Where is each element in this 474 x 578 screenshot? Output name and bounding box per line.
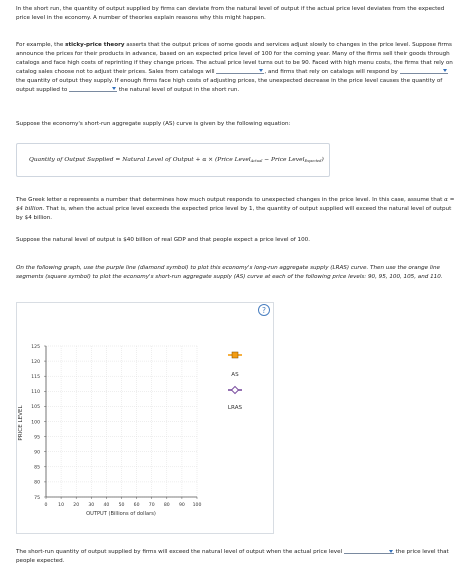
sticky-price-term: sticky-price theory <box>65 42 125 48</box>
x-tick-label: 20 <box>73 503 80 508</box>
natural-level-text: Suppose the natural level of output is $40 billion of real GDP and that people expect a price level of 100. <box>16 237 310 243</box>
x-tick-label: 60 <box>133 503 140 508</box>
alpha-symbol: α <box>63 197 68 203</box>
instructions-text: On the following graph, use the purple line (diamond symbol) to plot this economy's long-run aggregate supply (LRAS) curve. Then use the orange line segments (square symbol) to plot the economy's short-run aggregate supply (AS) curve at each of the following price levels: 90, 95, 100, 105, and 110. <box>16 265 443 280</box>
graph-axes <box>44 346 197 499</box>
y-tick-label: 80 <box>34 480 40 486</box>
example-text-1: asserts that the output prices of some goods and services adjust slowly to changes in the price level. Suppose firms announce the prices for their products in advance, based on an expected price level of 100 for the coming year. Many of the firms sell their goods through catalogs and face high costs of reprinting if they change prices. The actual price level turns out to be 90. Faced with high menu costs, the firms that rely on catalog sales choose not to adjust their prices. Sales from catalogs will <box>16 42 453 75</box>
y-tick-label: 110 <box>31 390 40 396</box>
lras-legend-tool[interactable] <box>228 387 242 394</box>
equation-sub-expected: Expected <box>304 159 322 163</box>
example-text-start: For example, the <box>16 42 66 48</box>
y-tick-label: 95 <box>34 435 40 441</box>
alpha-value: α = $4 billion <box>16 197 455 212</box>
equation-sub-actual: Actual <box>250 159 263 163</box>
lras-legend-label: LRAS <box>227 405 243 411</box>
x-tick-label: 10 <box>58 503 65 508</box>
y-axis-title: PRICE LEVEL <box>18 405 24 441</box>
x-tick-label: 90 <box>178 503 185 508</box>
example-text-4: the natural level of output in the short run. <box>117 86 240 93</box>
y-tick-labels <box>31 344 40 501</box>
diamond-icon <box>232 387 239 394</box>
bottom-text-1: The short-run quantity of output supplied by firms will exceed the natural level of output when the actual price level <box>16 549 344 555</box>
y-tick-label: 125 <box>31 344 40 350</box>
equation-intro-text: Suppose the economy's short-run aggregate supply (AS) curve is given by the following equation: <box>16 121 291 127</box>
bottom-question <box>16 548 458 566</box>
equation-equals: = <box>113 157 123 163</box>
y-tick-label: 90 <box>34 450 40 456</box>
equation-lhs: Quantity of Output Supplied <box>29 157 114 163</box>
x-tick-label: 50 <box>118 503 125 508</box>
graph-grid <box>46 346 197 497</box>
intro-text: In the short run, the quantity of output supplied by firms can deviate from the natural level of output if the actual price level deviates from the expected price level in the economy. A number of theories explain reasons why this might happen. <box>16 6 445 21</box>
x-tick-label: 70 <box>148 503 155 508</box>
y-tick-label: 120 <box>31 359 40 365</box>
alpha-text-2: represents a number that determines how much output responds to unexpected changes in the price level. In this case, assume that <box>67 197 445 203</box>
alpha-text-1: The Greek letter <box>16 197 64 203</box>
y-tick-label: 105 <box>31 405 40 411</box>
equation-rhs-1: Natural Level of Output + α × (Price Level <box>122 157 251 163</box>
square-icon <box>232 352 238 358</box>
help-icon[interactable]: ? <box>258 304 270 316</box>
y-tick-label: 85 <box>34 465 40 471</box>
equation-rhs-3: ) <box>321 157 324 163</box>
y-tick-label: 75 <box>34 495 40 501</box>
x-tick-label: 100 <box>192 503 202 508</box>
bottom-text-2: the price level that people expected. <box>16 549 449 564</box>
example-text-3: the quantity of output they supply. If enough firms face high costs of adjusting prices, the unexpected decrease in the price level causes the quantity of output supplied to <box>16 77 443 93</box>
alpha-text-3: . That is, when the actual price level exceeds the expected price level by 1, the quantity of output supplied will exceed the natural level of output by $4 billion. <box>16 205 452 221</box>
y-tick-label: 100 <box>31 420 40 426</box>
example-text-2: , and firms that rely on catalogs will respond by <box>264 68 400 75</box>
price-level-comparison-dropdown[interactable] <box>344 548 394 554</box>
equation-rhs-2: − Price Level <box>262 157 305 163</box>
x-tick-label: 80 <box>163 503 170 508</box>
as-legend-tool[interactable] <box>228 352 242 358</box>
x-tick-label: 40 <box>103 503 110 508</box>
y-tick-label: 115 <box>31 375 40 380</box>
x-tick-label: 0 <box>44 503 48 508</box>
x-tick-labels <box>45 502 202 508</box>
x-tick-label: 30 <box>88 503 95 508</box>
x-axis-title: OUTPUT (Billions of dollars) <box>86 511 156 517</box>
as-legend-label: AS <box>231 372 239 378</box>
